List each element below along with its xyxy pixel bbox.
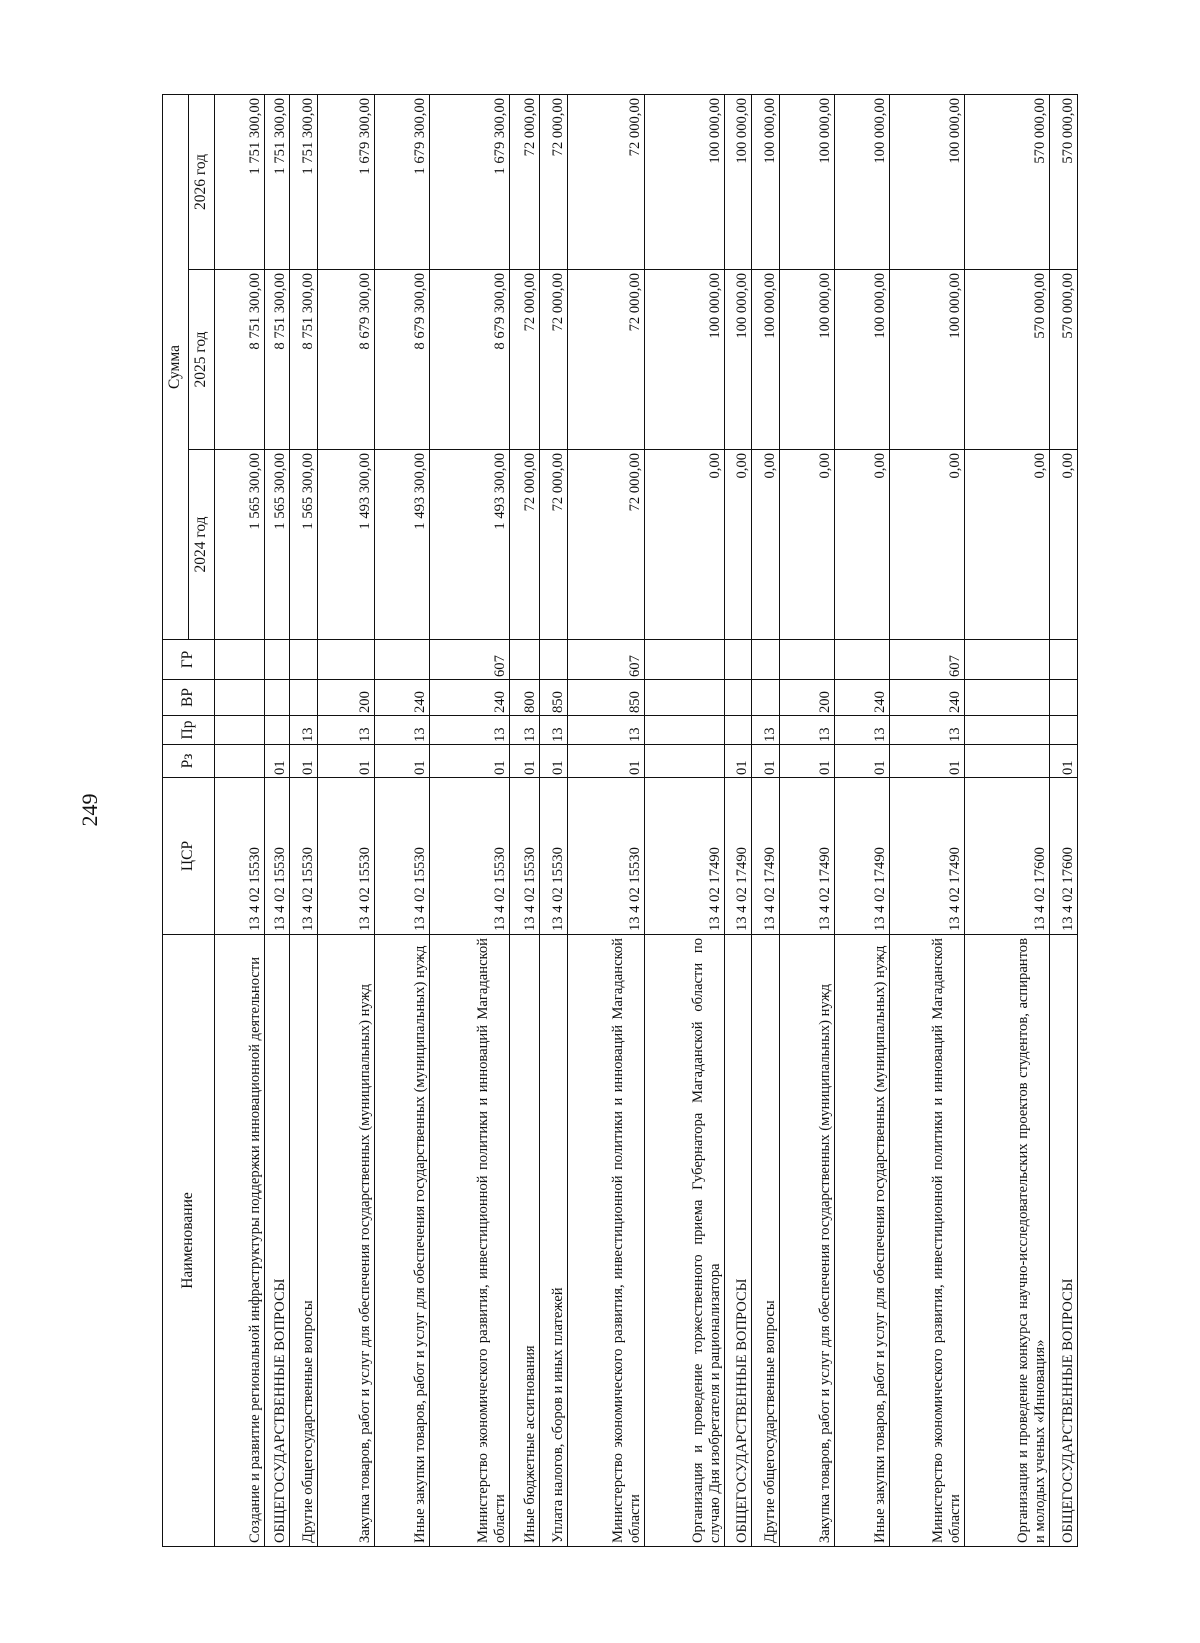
row-pr: 13	[318, 716, 375, 745]
row-vr: 240	[375, 680, 430, 716]
header-pr: Пр	[163, 716, 215, 745]
row-vr: 850	[540, 680, 568, 716]
row-2025: 8 751 300,00	[265, 270, 290, 450]
row-2026: 1 679 300,00	[430, 94, 510, 269]
header-2024: 2024 год	[189, 450, 215, 640]
row-csr: 13 4 02 15530	[318, 778, 375, 935]
row-2025: 100 000,00	[645, 270, 725, 450]
row-name: Организация и проведение конкурса научно-исследовательских проектов студентов, аспирантов и молодых ученых «Инновация»	[965, 935, 1050, 1547]
row-2025: 100 000,00	[780, 270, 835, 450]
row-2024: 1 493 300,00	[430, 450, 510, 640]
row-vr	[725, 680, 752, 716]
row-name: Закупка товаров, работ и услуг для обеспечения государственных (муниципальных) нужд	[318, 935, 375, 1547]
row-2024: 1 565 300,00	[215, 450, 265, 640]
row-name: Создание и развитие региональной инфраструктуры поддержки инновационной деятельности	[215, 935, 265, 1547]
row-name: Закупка товаров, работ и услуг для обеспечения государственных (муниципальных) нужд	[780, 935, 835, 1547]
row-rz: 01	[318, 745, 375, 778]
row-csr: 13 4 02 17490	[725, 778, 752, 935]
row-csr: 13 4 02 17490	[835, 778, 890, 935]
row-2026: 570 000,00	[965, 94, 1050, 269]
row-rz: 01	[725, 745, 752, 778]
row-pr	[1050, 716, 1078, 745]
row-csr: 13 4 02 15530	[290, 778, 318, 935]
row-gr	[725, 640, 752, 680]
row-pr	[725, 716, 752, 745]
row-csr: 13 4 02 15530	[430, 778, 510, 935]
row-name: ОБЩЕГОСУДАРСТВЕННЫЕ ВОПРОСЫ	[1050, 935, 1078, 1547]
row-2024: 0,00	[1050, 450, 1078, 640]
row-rz: 01	[1050, 745, 1078, 778]
row-csr: 13 4 02 15530	[215, 778, 265, 935]
row-pr: 13	[375, 716, 430, 745]
table-body	[215, 94, 1078, 1546]
row-2025: 8 679 300,00	[318, 270, 375, 450]
row-vr	[645, 680, 725, 716]
header-2025: 2025 год	[189, 270, 215, 450]
row-gr	[540, 640, 568, 680]
row-2024: 0,00	[780, 450, 835, 640]
row-name: Министерство экономического развития, инвестиционной политики и инноваций Магаданской области	[430, 935, 510, 1547]
row-pr: 13	[780, 716, 835, 745]
row-name: Иные бюджетные ассигнования	[510, 935, 540, 1547]
row-csr: 13 4 02 17490	[890, 778, 965, 935]
row-pr	[645, 716, 725, 745]
row-rz: 01	[375, 745, 430, 778]
row-gr	[265, 640, 290, 680]
header-name: Наименование	[163, 935, 215, 1547]
header-sum: Сумма	[163, 94, 189, 639]
row-csr: 13 4 02 15530	[540, 778, 568, 935]
table-row	[890, 94, 965, 1546]
row-2024: 72 000,00	[510, 450, 540, 640]
row-name: Министерство экономического развития, инвестиционной политики и инноваций Магаданской области	[568, 935, 645, 1547]
header-2026: 2026 год	[189, 94, 215, 269]
table-row	[645, 94, 725, 1546]
row-name: ОБЩЕГОСУДАРСТВЕННЫЕ ВОПРОСЫ	[265, 935, 290, 1547]
row-2026: 1 751 300,00	[265, 94, 290, 269]
row-vr	[1050, 680, 1078, 716]
row-csr: 13 4 02 15530	[568, 778, 645, 935]
row-name: Уплата налогов, сборов и иных платежей	[540, 935, 568, 1547]
row-vr: 800	[510, 680, 540, 716]
header-gr: ГР	[163, 640, 215, 680]
row-pr	[215, 716, 265, 745]
row-2026: 100 000,00	[752, 94, 780, 269]
row-name: Организация и проведение торжественного приема Губернатора Магаданской области по случаю Дня изобретателя и рационализатора	[645, 935, 725, 1547]
table-row	[318, 94, 375, 1546]
row-2024: 1 565 300,00	[290, 450, 318, 640]
row-2025: 8 751 300,00	[290, 270, 318, 450]
row-rz: 01	[752, 745, 780, 778]
row-2025: 8 751 300,00	[215, 270, 265, 450]
row-2026: 100 000,00	[725, 94, 752, 269]
row-gr	[1050, 640, 1078, 680]
row-vr: 200	[318, 680, 375, 716]
row-2026: 1 751 300,00	[290, 94, 318, 269]
row-csr: 13 4 02 17600	[965, 778, 1050, 935]
row-gr	[290, 640, 318, 680]
row-pr: 13	[568, 716, 645, 745]
table-row	[1050, 94, 1078, 1546]
table-row	[430, 94, 510, 1546]
row-2026: 570 000,00	[1050, 94, 1078, 269]
row-pr	[265, 716, 290, 745]
row-vr	[265, 680, 290, 716]
row-rz	[965, 745, 1050, 778]
table-row	[780, 94, 835, 1546]
table-row	[375, 94, 430, 1546]
row-vr: 200	[780, 680, 835, 716]
row-gr	[375, 640, 430, 680]
row-pr: 13	[835, 716, 890, 745]
row-vr: 240	[430, 680, 510, 716]
row-2024: 0,00	[965, 450, 1050, 640]
row-2024: 0,00	[752, 450, 780, 640]
row-2025: 72 000,00	[540, 270, 568, 450]
row-gr: 607	[568, 640, 645, 680]
page-number: 249	[77, 793, 102, 827]
row-2024: 0,00	[725, 450, 752, 640]
row-2026: 72 000,00	[510, 94, 540, 269]
row-2025: 100 000,00	[725, 270, 752, 450]
row-pr	[965, 716, 1050, 745]
table-row	[752, 94, 780, 1546]
row-2024: 1 493 300,00	[375, 450, 430, 640]
row-2024: 1 565 300,00	[265, 450, 290, 640]
row-rz	[645, 745, 725, 778]
row-2025: 72 000,00	[510, 270, 540, 450]
row-2025: 100 000,00	[835, 270, 890, 450]
row-rz: 01	[290, 745, 318, 778]
row-vr: 240	[835, 680, 890, 716]
row-2025: 8 679 300,00	[430, 270, 510, 450]
budget-table	[162, 94, 1078, 1547]
row-2025: 100 000,00	[890, 270, 965, 450]
row-pr: 13	[890, 716, 965, 745]
row-rz: 01	[890, 745, 965, 778]
row-2025: 72 000,00	[568, 270, 645, 450]
row-2026: 100 000,00	[890, 94, 965, 269]
row-rz: 01	[540, 745, 568, 778]
row-rz	[215, 745, 265, 778]
row-name: Другие общегосударственные вопросы	[752, 935, 780, 1547]
row-2024: 72 000,00	[540, 450, 568, 640]
row-2026: 72 000,00	[540, 94, 568, 269]
row-name: ОБЩЕГОСУДАРСТВЕННЫЕ ВОПРОСЫ	[725, 935, 752, 1547]
header-csr: ЦСР	[163, 778, 215, 935]
row-gr	[215, 640, 265, 680]
row-gr	[835, 640, 890, 680]
row-vr	[752, 680, 780, 716]
row-rz: 01	[265, 745, 290, 778]
row-2026: 100 000,00	[645, 94, 725, 269]
row-vr: 240	[890, 680, 965, 716]
row-vr	[965, 680, 1050, 716]
row-2025: 570 000,00	[965, 270, 1050, 450]
rotated-table-wrapper	[162, 95, 1080, 1547]
header-vr: ВР	[163, 680, 215, 716]
row-2025: 570 000,00	[1050, 270, 1078, 450]
table-row	[835, 94, 890, 1546]
row-gr	[318, 640, 375, 680]
row-pr: 13	[540, 716, 568, 745]
row-2026: 1 679 300,00	[375, 94, 430, 269]
row-2025: 8 679 300,00	[375, 270, 430, 450]
row-csr: 13 4 02 17490	[752, 778, 780, 935]
row-pr: 13	[290, 716, 318, 745]
row-2024: 0,00	[890, 450, 965, 640]
table-row	[540, 94, 568, 1546]
row-gr: 607	[890, 640, 965, 680]
row-vr: 850	[568, 680, 645, 716]
row-gr	[510, 640, 540, 680]
row-gr	[780, 640, 835, 680]
row-rz: 01	[510, 745, 540, 778]
row-2026: 72 000,00	[568, 94, 645, 269]
row-csr: 13 4 02 15530	[510, 778, 540, 935]
row-name: Иные закупки товаров, работ и услуг для обеспечения государственных (муниципальных) нужд	[835, 935, 890, 1547]
row-rz: 01	[568, 745, 645, 778]
row-gr: 607	[430, 640, 510, 680]
table-row	[215, 94, 265, 1546]
row-2024: 0,00	[645, 450, 725, 640]
row-vr	[215, 680, 265, 716]
row-rz: 01	[835, 745, 890, 778]
table-row	[290, 94, 318, 1546]
row-2025: 100 000,00	[752, 270, 780, 450]
row-csr: 13 4 02 15530	[375, 778, 430, 935]
row-gr	[965, 640, 1050, 680]
table-row	[725, 94, 752, 1546]
row-rz: 01	[780, 745, 835, 778]
row-2026: 100 000,00	[835, 94, 890, 269]
row-pr: 13	[430, 716, 510, 745]
table-row	[965, 94, 1050, 1546]
header-rz: Рз	[163, 745, 215, 778]
table-row	[265, 94, 290, 1546]
row-csr: 13 4 02 15530	[265, 778, 290, 935]
row-2024: 1 493 300,00	[318, 450, 375, 640]
table-row	[510, 94, 540, 1546]
row-name: Министерство экономического развития, инвестиционной политики и инноваций Магаданской области	[890, 935, 965, 1547]
row-csr: 13 4 02 17490	[645, 778, 725, 935]
row-gr	[752, 640, 780, 680]
row-gr	[645, 640, 725, 680]
row-2024: 0,00	[835, 450, 890, 640]
row-2024: 72 000,00	[568, 450, 645, 640]
row-csr: 13 4 02 17600	[1050, 778, 1078, 935]
table-row	[568, 94, 645, 1546]
row-rz: 01	[430, 745, 510, 778]
row-2026: 1 751 300,00	[215, 94, 265, 269]
row-csr: 13 4 02 17490	[780, 778, 835, 935]
row-2026: 100 000,00	[780, 94, 835, 269]
row-name: Другие общегосударственные вопросы	[290, 935, 318, 1547]
row-pr: 13	[752, 716, 780, 745]
row-name: Иные закупки товаров, работ и услуг для обеспечения государственных (муниципальных) нужд	[375, 935, 430, 1547]
row-vr	[290, 680, 318, 716]
row-pr: 13	[510, 716, 540, 745]
row-2026: 1 679 300,00	[318, 94, 375, 269]
